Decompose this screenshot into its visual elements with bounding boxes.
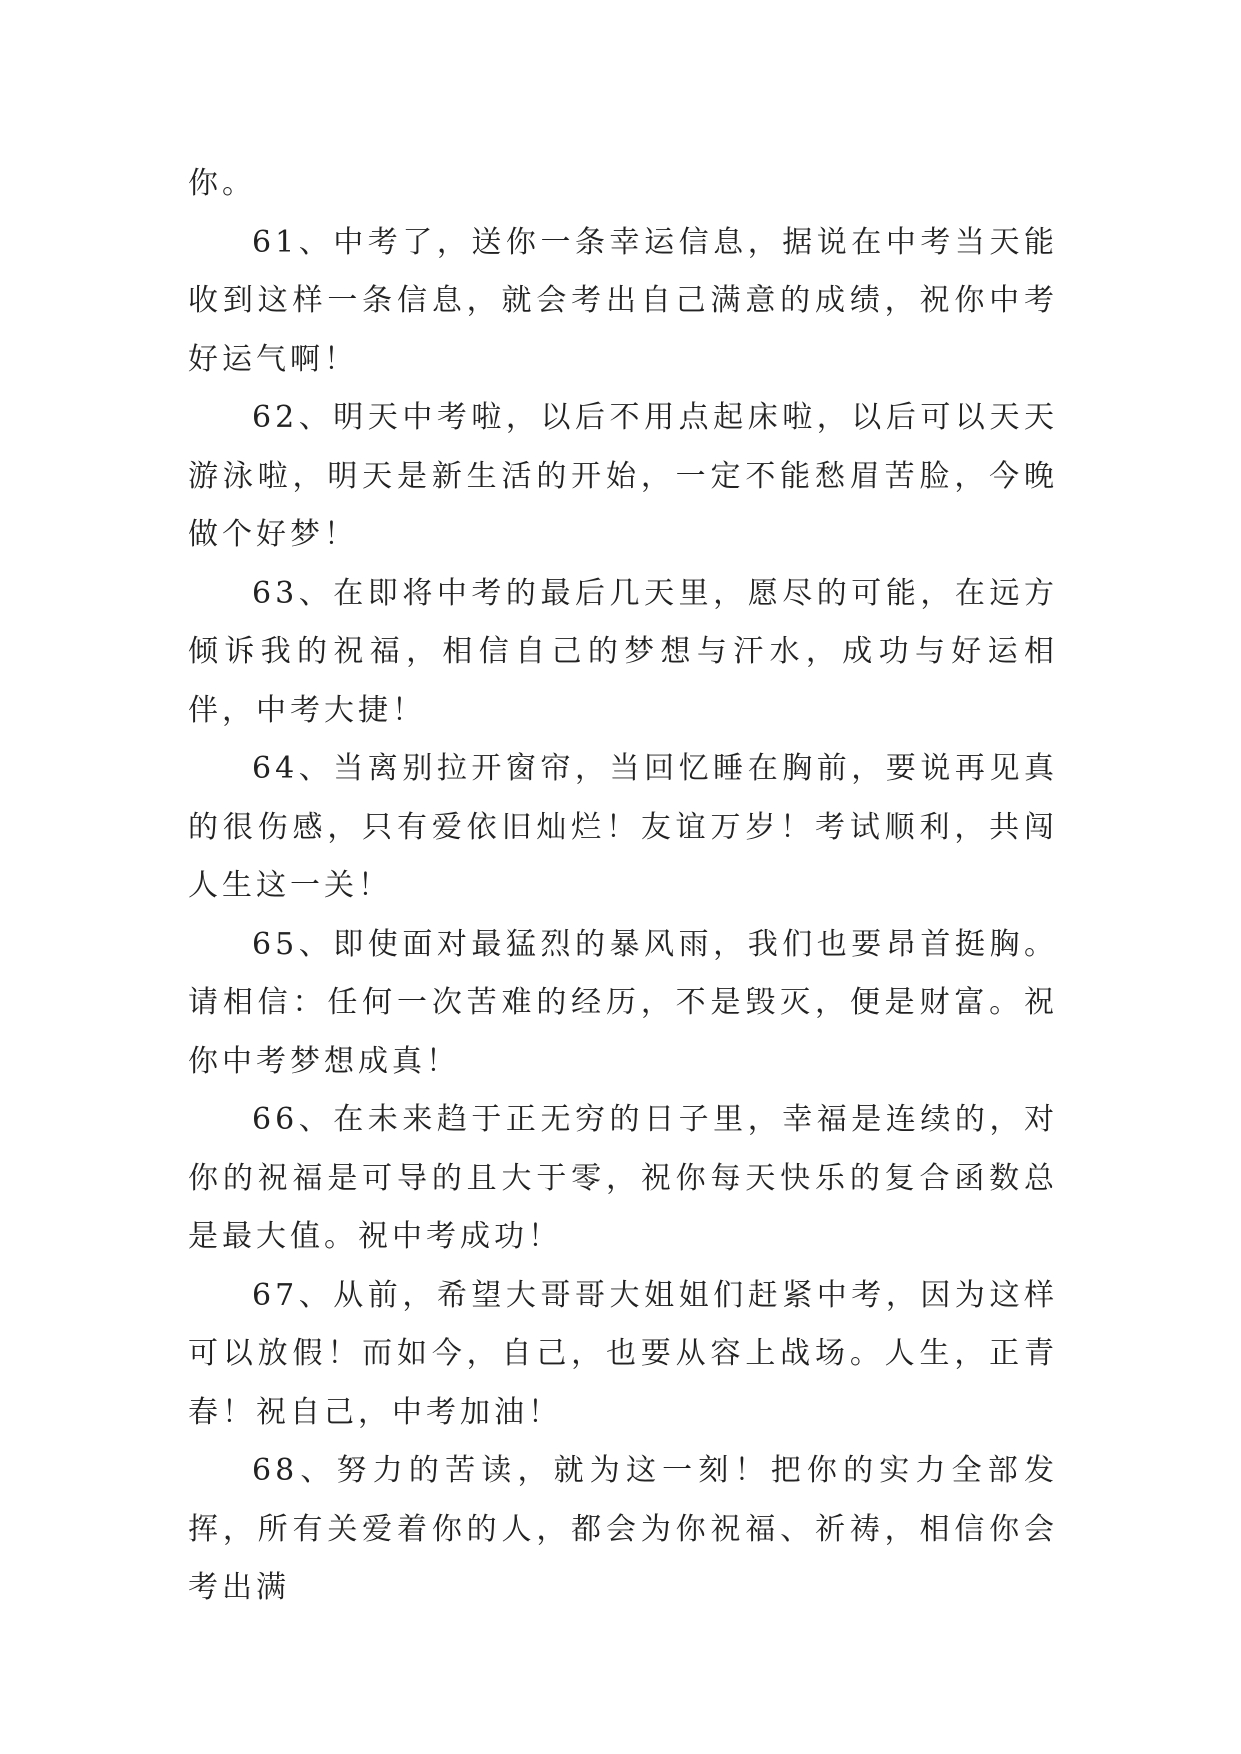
paragraph-item-63: 63、在即将中考的最后几天里，愿尽的可能，在远方倾诉我的祝福，相信自己的梦想与汗水，成功与好运相伴，中考大捷！ [188, 575, 1058, 728]
paragraph-item-65: 65、即使面对最猛烈的暴风雨，我们也要昂首挺胸。请相信：任何一次苦难的经历，不是毁灭，便是财富。祝你中考梦想成真！ [188, 926, 1058, 1079]
paragraph-item-62: 62、明天中考啦，以后不用点起床啦，以后可以天天游泳啦，明天是新生活的开始，一定不能愁眉苦脸，今晚做个好梦！ [188, 400, 1058, 552]
paragraph-item-61: 61、中考了，送你一条幸运信息，据说在中考当天能收到这样一条信息，就会考出自己满意的成绩，祝你中考好运气啊！ [188, 224, 1058, 377]
paragraph-continuation: 你。 [188, 166, 256, 201]
document-body [188, 155, 1058, 1618]
paragraph-item-67: 67、从前，希望大哥哥大姐姐们赶紧中考，因为这样可以放假！而如今，自己，也要从容上战场。人生，正青春！祝自己，中考加油！ [188, 1277, 1058, 1430]
paragraph-item-64: 64、当离别拉开窗帘，当回忆睡在胸前，要说再见真的很伤感，只有爱依旧灿烂！友谊万岁！考试顺利，共闯人生这一关！ [188, 751, 1058, 903]
paragraph-item-68: 68、努力的苦读，就为这一刻！把你的实力全部发挥，所有关爱着你的人，都会为你祝福、祈祷，相信你会考出满 [188, 1453, 1058, 1605]
paragraph-item-66: 66、在未来趋于正无穷的日子里，幸福是连续的，对你的祝福是可导的且大于零，祝你每天快乐的复合函数总是最大值。祝中考成功！ [188, 1102, 1058, 1254]
